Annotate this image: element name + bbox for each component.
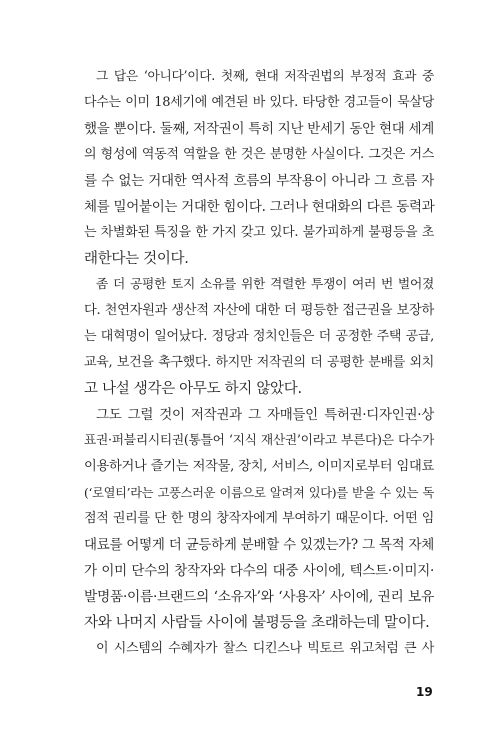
body-text — [84, 64, 434, 662]
text-line: 점적 권리를 단 한 명의 창작자에게 부여하기 때문이다. 어떤 임 — [84, 511, 434, 526]
text-line: 이 시스템의 수혜자가 찰스 디킨스나 빅토르 위고처럼 큰 사 — [96, 641, 434, 656]
text-line: 표권·퍼블리시티권(통틀어 ‘지식 재산권’이라고 부른다)은 다수가 — [84, 433, 434, 448]
text-line: 다. 천연자원과 생산적 자산에 대한 더 평등한 접근권을 보장하 — [84, 303, 434, 318]
text-line: 자와 나머지 사람들 사이에 불평등을 초래하는데 말이다. — [84, 615, 430, 631]
text-line: 대료를 어떻게 더 균등하게 분배할 수 있겠는가? 그 목적 자체 — [84, 537, 434, 553]
text-line: 가 이미 단수의 창작자와 다수의 대중 사이에, 텍스트·이미지· — [84, 563, 434, 579]
text-line: 래한다는 것이다. — [84, 251, 189, 267]
text-line: 그 답은 ‘아니다’이다. 첫째, 현대 저작권법의 부정적 효과 중 — [96, 69, 434, 84]
text-line: 는 대혁명이 일어났다. 정당과 정치인들은 더 공정한 주택 공급, — [84, 329, 434, 344]
text-line: 그도 그럴 것이 저작권과 그 자매들인 특허권·디자인권·상 — [96, 407, 434, 423]
text-line: 이용하거나 즐기는 저작물, 장치, 서비스, 이미지로부터 임대료 — [84, 459, 434, 474]
text-line: 체를 밀어붙이는 거대한 힘이다. 그러나 현대화의 다른 동력과 — [84, 199, 435, 215]
text-line: 의 형성에 역동적 역할을 한 것은 분명한 사실이다. 그것은 거스 — [84, 147, 434, 162]
text-line: 다수는 이미 18세기에 예견된 바 있다. 타당한 경고들이 묵살당 — [84, 95, 434, 110]
page-number: 19 — [416, 685, 433, 699]
text-line: 는 차별화된 특징을 한 가지 갖고 있다. 불가피하게 불평등을 초 — [84, 225, 434, 240]
text-line: 좀 더 공평한 토지 소유를 위한 격렬한 투쟁이 여러 번 벌어졌 — [96, 277, 434, 292]
text-line: 했을 뿐이다. 둘째, 저작권이 특히 지난 반세기 동안 현대 세계 — [84, 121, 434, 137]
text-line: 교육, 보건을 촉구했다. 하지만 저작권의 더 공평한 분배를 외치 — [84, 355, 434, 370]
text-line: 발명품·이름·브랜드의 ‘소유자’와 ‘사용자’ 사이에, 권리 보유 — [84, 589, 434, 605]
text-line: 를 수 없는 거대한 역사적 흐름의 부작용이 아니라 그 흐름 자 — [84, 173, 434, 189]
text-line: (‘로열티’라는 고풍스러운 이름으로 알려져 있다)를 받을 수 있는 독 — [84, 486, 434, 500]
text-line: 고 나설 생각은 아무도 하지 않았다. — [84, 381, 302, 397]
